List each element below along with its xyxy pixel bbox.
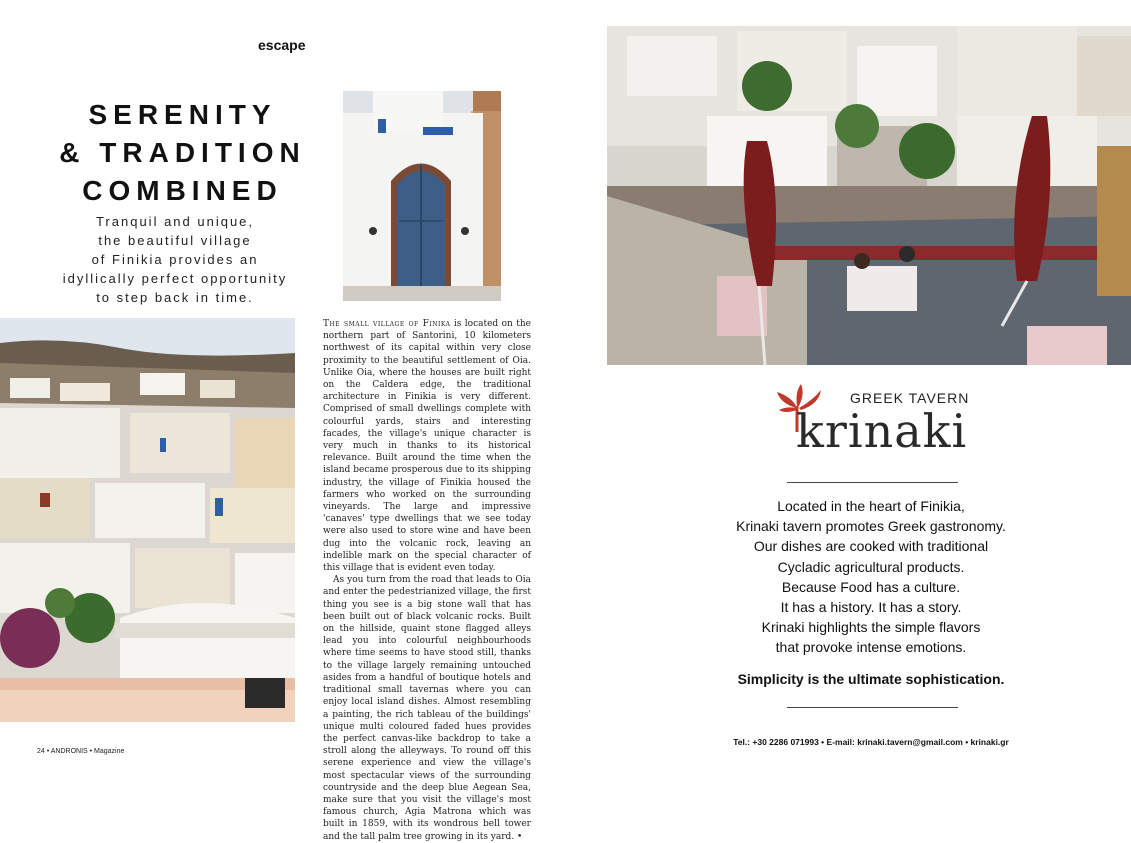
village-photo: [0, 318, 295, 722]
ad-contact: Tel.: +30 2286 071993 • E-mail: krinaki.tavern@gmail.com • krinaki.gr: [733, 737, 1009, 747]
ad-description-line: Located in the heart of Finikia,: [777, 498, 965, 514]
ad-description-line: Our dishes are cooked with traditional: [753, 538, 989, 555]
ad-description: [700, 496, 1042, 658]
headline: [30, 96, 335, 210]
deck-line: of Finikia provides an: [91, 252, 259, 267]
article-text: is located on the northern part of Santorini, 10 kilometers northwest of its capital within very close proximity to the beautiful settlement of Oia. Unlike Oia, where the houses are built right on the Caldera edge, the traditional architecture in Finikia is very different. Comprised of small dwellings complete with colourful yards, stairs and interesting facades, the village's unique character is very much in thanks to its historical relevance. Built around the time when the island became prosperous due to its shipping industry, the village of Finikia housed the farmers who worked on the surrounding vineyards. The large and impressive 'canaves' type dwellings that we see today were also used to store wine and have been dug into the volcanic rock, leaving an indelible mark on the special character of this village that is evident even today.: [323, 319, 531, 574]
ad-description-line: Krinaki tavern promotes Greek gastronomy.: [736, 518, 1006, 535]
headline-line: COMBINED: [82, 175, 283, 206]
divider: [787, 482, 958, 483]
brand-tag: GREEK TAVERN: [850, 390, 970, 406]
deck-line: the beautiful village: [98, 233, 252, 248]
ad-tagline: Simplicity is the ultimate sophistication.: [737, 671, 1005, 687]
ad-description-line: It has a history. It has a story.: [780, 599, 962, 616]
section-tag: escape: [258, 37, 306, 53]
article-body: [323, 318, 531, 843]
headline-line: & TRADITION: [59, 137, 306, 168]
terrace-photo: [607, 26, 1131, 365]
headline-line: SERENITY: [88, 99, 277, 130]
deck-line: idyllically perfect opportunity: [62, 271, 288, 286]
article-paragraph: [323, 318, 531, 574]
door-photo: [343, 91, 501, 301]
deck: [40, 212, 310, 307]
article-paragraph: As you turn from the road that leads to Oia and enter the pedestrianized village, the first thing you see is a big stone wall that has been built out of black volcanic rocks. Built on the hillside, quaint stone flagged alleys lead you into colourful neighbourhoods where time seems to have stood still, thanks to the village largely remaining untouched asides from a handful of boutique hotels and traditional small tavernas where you can enjoy local island dishes. Almost resembling a painting, the rich tableau of the buildings' unique multi coloured faded hues provides the perfect canvas-like backdrop to take a stroll along the alleyways. To round off this serene experience and view the village's most spectacular views of the surrounding countryside and the deep blue Aegean Sea, make sure that you visit the village's most famous church, Agia Matrona which was built in 1859, with its wondrous bell tower and the tall palm tree growing in its yard. •: [323, 575, 531, 842]
ad-description-line: Krinaki highlights the simple flavors: [761, 619, 981, 636]
deck-line: to step back in time.: [96, 290, 254, 305]
page-folio: 24 • ANDRONIS • Magazine: [37, 748, 125, 755]
brand-name: krinaki: [796, 404, 968, 458]
ad-description-line: that provoke intense emotions.: [775, 639, 967, 656]
ad-description-line: Because Food has a culture.: [781, 578, 961, 595]
divider: [787, 707, 958, 708]
article-lead: The small village of Finika: [323, 319, 451, 329]
ad-description-line: Cycladic agricultural products.: [777, 558, 965, 575]
deck-line: Tranquil and unique,: [95, 214, 255, 229]
